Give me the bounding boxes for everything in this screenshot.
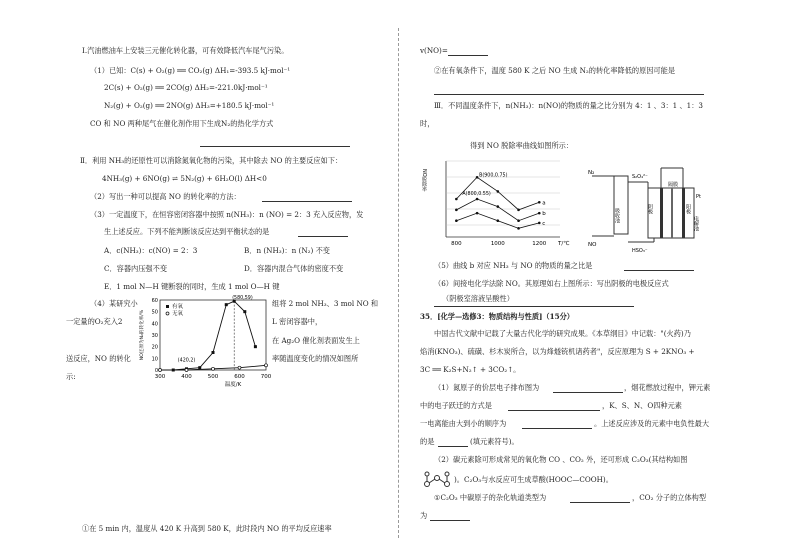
series-line-b	[456, 199, 539, 221]
r-para-8: （2）碳元素除可形成常见的氧化物 CO 、CO₂ 外，还可形成 C₂O₃(其结构如图	[434, 455, 688, 464]
r-para-2: 焰消(KNO₃)、硫磺、杉木炭所合，以为烽燧铳机诸药者"，反应原理为 S + 2KNO₃ +	[420, 347, 695, 356]
q2-part-3b: 生上述反应。下列不能判断该反应达到平衡状态的是	[104, 227, 270, 236]
r-para-11: 为	[420, 511, 428, 520]
x-tick-label: 300	[154, 374, 166, 380]
series-label: a	[542, 200, 546, 207]
answer-blank[interactable]	[200, 138, 350, 147]
y-tick-label: 30	[151, 333, 158, 339]
section-35-title: 35．[化学—选修3：物质结构与性质]（15分）	[420, 312, 574, 321]
data-point	[198, 366, 201, 369]
answer-blank[interactable]	[570, 494, 630, 503]
data-point	[212, 351, 215, 354]
atom	[425, 472, 429, 476]
y-tick-label: 40	[151, 321, 158, 328]
option-b: B．n (NH₃)：n (N₂) 不变	[244, 246, 330, 255]
bond	[429, 479, 435, 483]
bond	[439, 479, 445, 483]
removal-rate-chart	[420, 155, 570, 255]
cathode-plate	[660, 188, 663, 238]
answer-blank[interactable]	[430, 512, 470, 521]
option-e: E．1 mol N—H 键断裂的同时，生成 1 mol O—H 键	[104, 282, 280, 291]
r-q3b: 时，	[420, 119, 435, 128]
x-tick-label: 600	[234, 374, 245, 380]
data-point	[497, 190, 500, 193]
r-para-5b: ，K、S、N、O四种元素	[602, 401, 682, 410]
annotation: B(900,0.75)	[479, 173, 508, 179]
answer-blank[interactable]	[624, 262, 694, 271]
data-point	[476, 198, 479, 201]
data-point	[538, 222, 541, 225]
q2-title: Ⅱ．利用 NH₃的还原性可以消除氮氧化物的污染，其中除去 NO 的主要反应如下：	[80, 156, 343, 165]
x-tick-label: 1000	[490, 241, 505, 247]
q2-part-3a: （3）一定温度下，在恒容密闭容器中按照 n(NH₃)：n (NO) = 2：3 充入反应物，发	[90, 210, 364, 219]
atom	[425, 482, 430, 487]
data-point	[265, 364, 268, 367]
data-point	[455, 198, 458, 201]
data-point	[517, 219, 520, 222]
atom	[435, 476, 440, 481]
data-point	[497, 205, 500, 208]
r-q3c: 得到 NO 脱除率曲线如图所示：	[470, 141, 574, 150]
data-point	[476, 176, 479, 179]
x-axis-label: 温度/K	[224, 382, 242, 388]
legend-marker	[166, 312, 169, 315]
r-para-10b: ，CO₂ 分子的立体构型	[632, 493, 707, 502]
y-tick-label: 10	[151, 356, 158, 363]
data-point	[185, 369, 188, 372]
r-q5: （5）曲线 b 对应 NH₃ 与 NO 的物质的量之比是	[434, 261, 593, 270]
x-tick-label: 700	[260, 374, 272, 380]
q4-right-2: L 密闭容器中，	[272, 317, 323, 326]
r-para-1: 中国古代文献中记载了大量古代化学的研究成果。《本草纲目》中记载："(火药)乃	[434, 329, 691, 338]
data-point	[243, 310, 246, 313]
answer-blank[interactable]	[448, 47, 488, 56]
data-point	[476, 212, 479, 215]
legend-label: 有氧	[172, 304, 184, 310]
y-tick-label: 60	[151, 298, 158, 304]
q4-text-c: 送反应，NO 的转化	[66, 354, 131, 363]
q2-equation: 4NH₃(g) + 6NO(g) ⇌ 5N₂(g) + 6H₂O(l) ΔH<0	[102, 174, 267, 183]
data-point	[455, 209, 458, 212]
data-point	[212, 367, 215, 370]
r-q6b: （阴极室溶液呈酸性）	[442, 294, 514, 303]
annotation: A(800,0.55)	[462, 192, 491, 197]
atom	[445, 472, 449, 476]
data-point	[455, 219, 458, 222]
x-tick-label: 1200	[532, 241, 547, 247]
answer-blank[interactable]	[434, 86, 704, 95]
x-tick-label: 400	[181, 374, 192, 380]
option-d: D．容器内混合气体的密度不变	[244, 264, 344, 273]
r-para-6: 一电离能由大到小的顺序为	[420, 419, 507, 428]
label-no: NO	[588, 242, 597, 248]
y-tick-label: 0	[154, 368, 158, 374]
series-label: c	[542, 220, 546, 227]
label-cathode: 阴极	[647, 204, 653, 214]
q4-text-a: （4）某研究小	[90, 299, 138, 308]
electrolysis-diagram	[588, 158, 714, 254]
answer-blank[interactable]	[438, 438, 468, 447]
absorber-box	[614, 176, 628, 234]
x-tick-label: 500	[207, 374, 219, 380]
label-s2o4: S₂O₄²⁻	[632, 174, 648, 180]
label-cell: 电解池	[693, 216, 699, 231]
label-membrane: 隔膜	[668, 182, 679, 188]
label-pt: Pt	[696, 194, 701, 200]
r-para-4: （1）氮原子的价层电子排布图为	[434, 383, 540, 392]
legend-label: 无氧	[172, 311, 184, 317]
q1-equation-3: N₂(g) + O₂(g) ══ 2NO(g) ΔH₃=+180.5 kJ·mol⁻¹	[104, 101, 275, 110]
legend-marker	[166, 305, 169, 308]
data-point	[238, 366, 241, 369]
q4-right-4: 率随温度变化的情况如图所	[272, 354, 359, 363]
r-q2: ②在有氧条件下，温度 580 K 之后 NO 生成 N₂的转化率降低的原因可能是	[434, 66, 676, 75]
answer-blank[interactable]	[262, 193, 352, 202]
annotation: (420,2)	[177, 358, 196, 364]
r-para-10: ①C₂O₃ 中碳原子的杂化轨道类型为	[434, 493, 547, 502]
q1-title: Ⅰ.汽油燃油车上安装三元催化转化器，可有效降低汽车尾气污染。	[82, 46, 289, 55]
y-axis-label: NO脱除率	[421, 169, 427, 192]
r-para-9: )。C₂O₃与水反应可生成草酸(HOOC—COOH)。	[454, 475, 613, 484]
x-axis-label: T/℃	[558, 241, 570, 247]
q1-equation-2: 2C(s) + O₂(g) ══ 2CO(g) ΔH₂=-221.0kJ·mol⁻¹	[104, 83, 268, 92]
q1-equation-1: （1）已知：C(s) + O₂(g) ══ CO₂(g) ΔH₁=-393.5 kJ·mol⁻¹	[90, 66, 291, 75]
data-point	[497, 219, 500, 222]
c2o3-structure	[420, 470, 454, 492]
label-absorber: 吸收池	[614, 208, 620, 223]
r-para-5: 中的电子跃迁的方式是	[420, 401, 492, 410]
x-tick-label: 800	[451, 241, 462, 247]
answer-blank[interactable]	[508, 402, 600, 411]
data-point	[538, 201, 541, 204]
answer-blank[interactable]	[298, 228, 348, 237]
q2-part-2: （2）写出一种可以提高 NO 的转化率的方法：	[90, 192, 241, 201]
membrane	[671, 188, 673, 238]
y-axis-label: NO还原为N₂的转化率/%	[140, 309, 145, 361]
q4-last: ①在 5 min 内，温度从 420 K 升高到 580 K，此时段内 NO 的平均反应速率	[82, 524, 332, 533]
y-tick-label: 20	[151, 344, 158, 351]
label-anode: 阳极	[685, 204, 691, 214]
data-point	[517, 227, 520, 230]
conversion-chart	[138, 294, 270, 394]
data-point	[159, 369, 162, 372]
r-q3a: Ⅲ．不同温度条件下，n(NH₃)：n(NO)的物质的量之比分别为 4：1 、3：1 、1：3	[434, 101, 704, 110]
data-point	[254, 345, 257, 348]
series-label: b	[542, 211, 546, 218]
label-n2: N₂	[588, 170, 595, 176]
q1-question: CO 和 NO 两种尾气在催化剂作用下生成N₂的热化学方式	[90, 119, 274, 128]
q4-right-3: 在 Ag₂O 催化剂表面发生上	[272, 336, 360, 345]
option-c: C．容器内压强不变	[104, 264, 168, 273]
r-q6: （6）间接电化学法除 NO。其原理如右上图所示：写出阴极的电极反应式	[434, 279, 669, 288]
atom	[445, 482, 450, 487]
answer-blank[interactable]	[553, 384, 623, 393]
q4-right-1: 组将 2 mol NH₃、3 mol NO 和	[272, 299, 379, 308]
r-para-7b: (填元素符号)。	[470, 437, 519, 446]
label-hso3: HSO₃⁻	[632, 248, 648, 254]
r-para-7: 的是	[420, 437, 435, 446]
answer-blank[interactable]	[522, 420, 592, 429]
option-a: A．c(NH₃)：c(NO) = 2：3	[104, 246, 198, 255]
data-point	[538, 212, 541, 215]
q4-text-b: 一定量的O₂充入2	[66, 317, 123, 326]
data-point	[517, 209, 520, 212]
r-para-4b: ，烟花燃放过程中，钾元素	[624, 383, 711, 392]
r-para-3: 3C ══ K₂S+N₂↑ + 3CO₂↑。	[420, 365, 521, 374]
column-divider	[398, 28, 399, 538]
r-top: v(NO)=	[420, 46, 448, 55]
q4-text-d: 示:	[66, 372, 76, 381]
y-tick-label: 50	[151, 309, 158, 316]
annotation: (580,59)	[232, 296, 253, 302]
r-para-6b: 。上述反应涉及的元素中电负性最大	[594, 419, 710, 428]
data-point	[225, 303, 228, 306]
